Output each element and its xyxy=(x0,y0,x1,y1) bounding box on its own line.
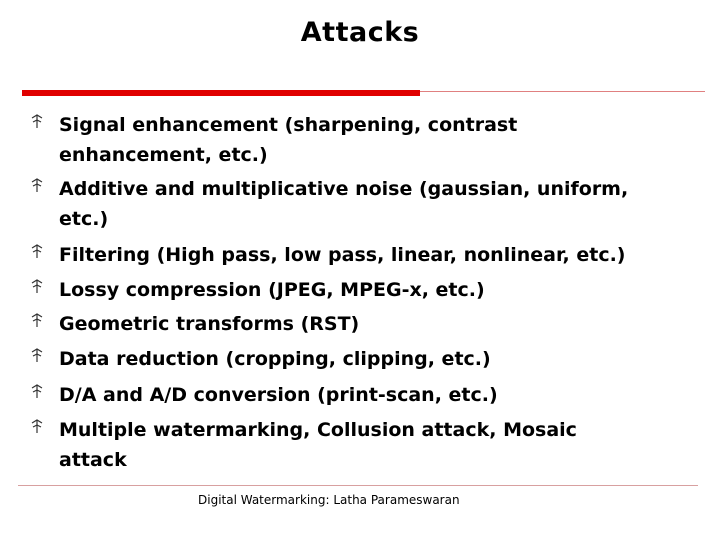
quill-pen-icon xyxy=(30,242,44,260)
bullet-line: Additive and multiplicative noise (gaussian, uniform, xyxy=(59,178,629,200)
bullet-line: Geometric transforms (RST) xyxy=(59,313,360,335)
bullet-line: Filtering (High pass, low pass, linear, nonlinear, etc.) xyxy=(59,244,626,266)
quill-pen-icon xyxy=(30,382,44,400)
footer-divider-line xyxy=(18,485,698,486)
quill-pen-icon xyxy=(30,346,44,364)
quill-pen-icon xyxy=(30,112,44,130)
bullet-line: attack xyxy=(59,449,127,471)
bullet-line: Data reduction (cropping, clipping, etc.) xyxy=(59,348,491,370)
quill-pen-icon xyxy=(30,311,44,329)
quill-pen-icon xyxy=(30,417,44,435)
quill-pen-icon xyxy=(30,277,44,295)
bullet-line: Lossy compression (JPEG, MPEG-x, etc.) xyxy=(59,279,485,301)
bullet-line: Multiple watermarking, Collusion attack, Mosaic xyxy=(59,419,577,441)
bullet-line: etc.) xyxy=(59,208,109,230)
slide-footer: Digital Watermarking: Latha Parameswaran xyxy=(198,493,460,507)
quill-pen-icon xyxy=(30,176,44,194)
bullet-line: D/A and A/D conversion (print-scan, etc.) xyxy=(59,384,498,406)
bullet-line: Signal enhancement (sharpening, contrast xyxy=(59,114,518,136)
slide-title: Attacks xyxy=(300,17,420,48)
bullet-line: enhancement, etc.) xyxy=(59,144,268,166)
